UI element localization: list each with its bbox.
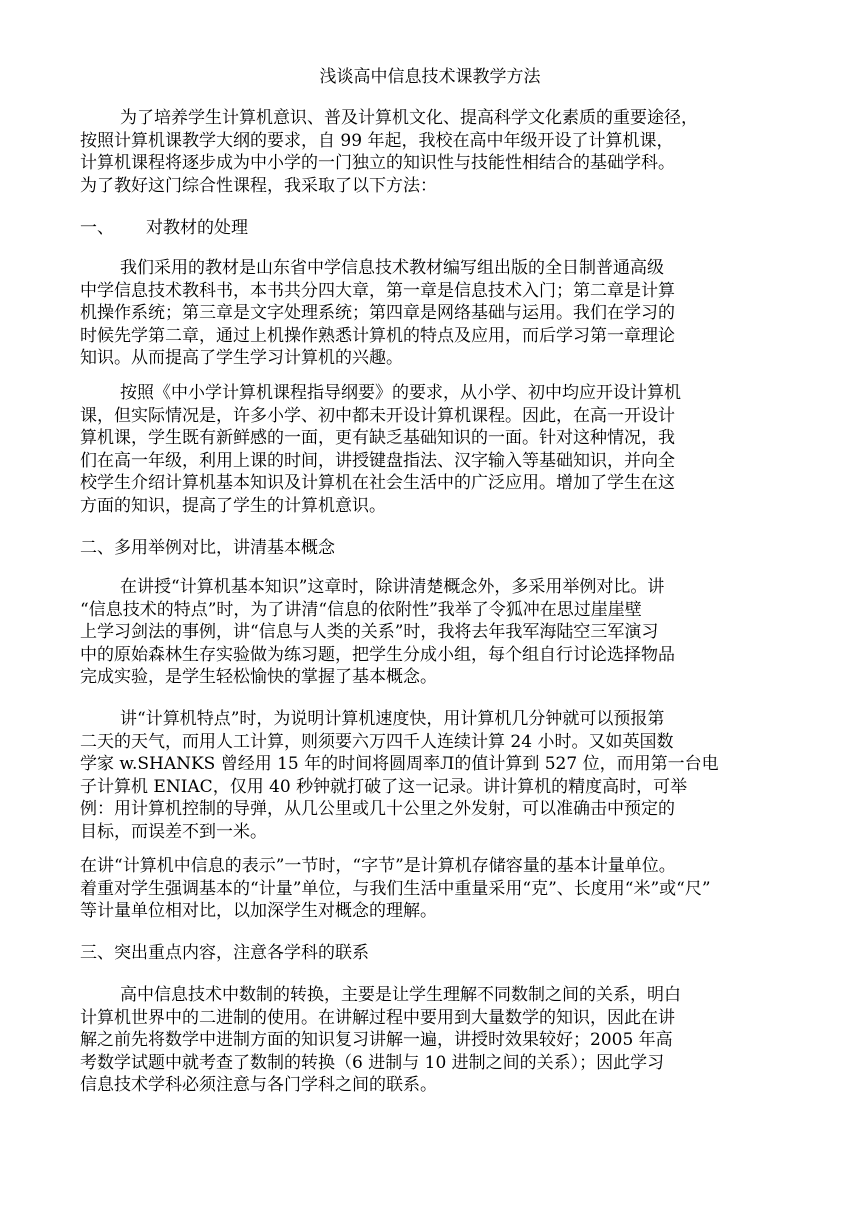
paragraph-line: 目标，而误差不到一米。 (80, 821, 267, 842)
paragraph-line: 高中信息技术中数制的转换，主要是让学生理解不同数制之间的关系，明白 (120, 985, 681, 1005)
paragraph-line: 中的原始森林生存实验做为练习题，把学生分成小组，每个组自行讨论选择物品 (80, 644, 675, 665)
paragraph-line: 考数学试题中就考查了数制的转换（6 进制与 10 进制之间的关系）；因此学习 (80, 1052, 665, 1073)
section1-paragraph-1 (80, 257, 780, 370)
section1-number: 一、 (80, 218, 114, 238)
paragraph-line: 讲“计算机特点”时，为说明计算机速度快，用计算机几分钟就可以预报第 (120, 709, 665, 729)
paragraph-line: 子计算机 ENIAC，仅用 40 秒钟就打破了这一记录。讲计算机的精度高时，可举 (80, 776, 688, 797)
section2-paragraph-1 (80, 576, 780, 689)
paragraph-line: 等计量单位相对比，以加深学生对概念的理解。 (80, 901, 437, 921)
intro-line: 为了培养学生计算机意识、普及计算机文化、提高科学文化素质的重要途径， (120, 108, 698, 128)
paragraph-line: 完成实验，是学生轻松愉快的掌握了基本概念。 (80, 667, 437, 687)
paragraph-line: 方面的知识，提高了学生的计算机意识。 (80, 495, 386, 516)
paragraph-line: 按照《中小学计算机课程指导纲要》的要求，从小学、初中均应开设计算机 (120, 383, 681, 403)
section1-title: 对教材的处理 (146, 218, 248, 238)
paragraph-line: 解之前先将数学中进制方面的知识复习讲解一遍，讲授时效果较好；2005 年高 (80, 1030, 673, 1050)
paragraph-line: 二天的天气，而用人工计算，则须要六万四千人连续计算 24 小时。又如英国数 (80, 731, 674, 752)
paragraph-line: 在讲授“计算机基本知识”这章时，除讲清楚概念外，多采用举例对比。讲 (120, 577, 665, 597)
paragraph-line: 校学生介绍计算机基本知识及计算机在社会生活中的广泛应用。增加了学生在这 (80, 473, 675, 493)
section2-heading: 二、多用举例对比，讲清基本概念 (80, 538, 335, 558)
intro-line: 计算机课程将逐步成为中小学的一门独立的知识性与技能性相结合的基础学科。 (80, 153, 675, 173)
section2-paragraph-3 (80, 855, 780, 923)
section3-paragraph-1 (80, 984, 780, 1097)
section1-heading (80, 217, 248, 239)
paragraph-line: 中学信息技术教科书，本书共分四大章，第一章是信息技术入门；第二章是计算 (80, 280, 675, 301)
intro-paragraph (80, 107, 780, 197)
paragraph-line: 在讲“计算机中信息的表示”一节时，“字节”是计算机存储容量的基本计量单位。 (80, 856, 676, 876)
paragraph-line: 着重对学生强调基本的“计量”单位，与我们生活中重量采用“克”、长度用“米”或“尺” (80, 878, 711, 899)
paragraph-line: 我们采用的教材是山东省中学信息技术教材编写组出版的全日制普通高级 (120, 258, 664, 278)
section1-paragraph-2 (80, 382, 780, 517)
intro-line: 为了教好这门综合性课程，我采取了以下方法： (80, 175, 437, 196)
paragraph-line: 信息技术学科必须注意与各门学科之间的联系。 (80, 1075, 437, 1095)
paragraph-line: 例：用计算机控制的导弹，从几公里或几十公里之外发射，可以准确击中预定的 (80, 799, 675, 819)
section2-paragraph-2 (80, 708, 780, 843)
paragraph-line: 知识。从而提高了学生学习计算机的兴趣。 (80, 348, 403, 368)
intro-line: 按照计算机课教学大纲的要求，自 99 年起，我校在高中年级开设了计算机课， (80, 130, 674, 151)
paragraph-line: 上学习剑法的事例，讲“信息与人类的关系”时，我将去年我军海陆空三军演习 (80, 622, 659, 642)
document-title: 浅谈高中信息技术课教学方法 (319, 67, 541, 87)
paragraph-line: 课，但实际情况是，许多小学、初中都未开设计算机课程。因此，在高一开设计 (80, 405, 675, 426)
paragraph-line: 算机课，学生既有新鲜感的一面，更有缺乏基础知识的一面。针对这种情况，我 (80, 428, 675, 448)
paragraph-line: 们在高一年级，利用上课的时间，讲授键盘指法、汉字输入等基础知识，并向全 (80, 450, 675, 471)
paragraph-line: 时候先学第二章，通过上机操作熟悉计算机的特点及应用，而后学习第一章理论 (80, 325, 675, 346)
paragraph-line: “信息技术的特点”时，为了讲清“信息的依附性”我举了令狐冲在思过崖崖壁 (80, 599, 642, 620)
paragraph-line: 计算机世界中的二进制的使用。在讲解过程中要用到大量数学的知识，因此在讲 (80, 1007, 675, 1028)
paragraph-line: 学家 w.SHANKS 曾经用 15 年的时间将圆周率Л的值计算到 527 位，而用第一台电 (80, 754, 719, 774)
section3-heading: 三、突出重点内容，注意各学科的联系 (80, 943, 369, 963)
paragraph-line: 机操作系统；第三章是文字处理系统；第四章是网络基础与运用。我们在学习的 (80, 303, 675, 323)
